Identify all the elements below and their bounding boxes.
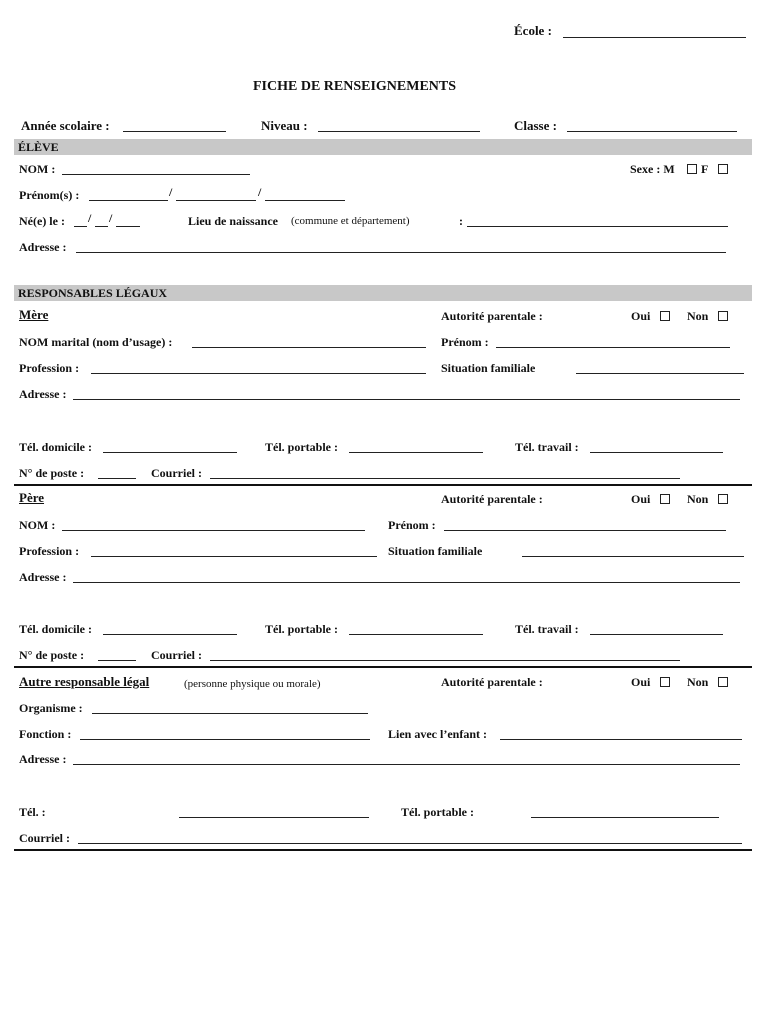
- pere-nom-label: NOM :: [19, 518, 56, 532]
- section-divider: [14, 666, 752, 668]
- autre-oui-checkbox[interactable]: [660, 677, 670, 687]
- mere-adresse-field[interactable]: [73, 399, 740, 400]
- lieu-colon: :: [459, 214, 463, 228]
- eleve-band-label: ÉLÈVE: [18, 140, 59, 154]
- mere-tel-dom-field[interactable]: [103, 452, 237, 453]
- pere-courriel-label: Courriel :: [151, 648, 202, 662]
- sexe-m-checkbox[interactable]: [687, 164, 697, 174]
- prenom-separator: /: [258, 185, 262, 199]
- mere-nom-label: NOM marital (nom d’usage) :: [19, 335, 173, 349]
- autre-fonction-field[interactable]: [80, 739, 370, 740]
- eleve-prenoms-label: Prénom(s) :: [19, 188, 80, 202]
- pere-courriel-field[interactable]: [210, 660, 680, 661]
- pere-oui-checkbox[interactable]: [660, 494, 670, 504]
- pere-tel-port-field[interactable]: [349, 634, 483, 635]
- date-separator: /: [109, 211, 113, 225]
- pere-autorite-label: Autorité parentale :: [441, 492, 543, 506]
- lieu-label: Lieu de naissance: [188, 214, 279, 228]
- pere-adresse-label: Adresse :: [19, 570, 67, 584]
- autre-fonction-label: Fonction :: [19, 727, 72, 741]
- classe-label: Classe :: [514, 118, 557, 133]
- ecole-label: École :: [514, 23, 552, 38]
- pere-oui-label: Oui: [631, 492, 651, 506]
- mere-autorite-label: Autorité parentale :: [441, 309, 543, 323]
- mere-courriel-field[interactable]: [210, 478, 680, 479]
- sexe-f-label: F: [701, 162, 709, 176]
- birth-year-field[interactable]: [116, 226, 140, 227]
- sexe-label: Sexe : M: [630, 162, 675, 176]
- autre-organisme-label: Organisme :: [19, 701, 83, 715]
- pere-tel-dom-field[interactable]: [103, 634, 237, 635]
- mere-situation-label: Situation familiale: [441, 361, 536, 375]
- pere-profession-label: Profession :: [19, 544, 80, 558]
- sexe-f-checkbox[interactable]: [718, 164, 728, 174]
- responsables-band-label: RESPONSABLES LÉGAUX: [18, 286, 168, 300]
- pere-title: Père: [19, 490, 45, 505]
- autre-adresse-label: Adresse :: [19, 752, 67, 766]
- mere-profession-label: Profession :: [19, 361, 80, 375]
- pere-tel-trav-field[interactable]: [590, 634, 723, 635]
- autre-tel-port-label: Tél. portable :: [401, 805, 474, 819]
- autre-organisme-field[interactable]: [92, 713, 368, 714]
- lieu-field[interactable]: [467, 226, 728, 227]
- mere-tel-trav-label: Tél. travail :: [515, 440, 579, 454]
- mere-adresse-label: Adresse :: [19, 387, 67, 401]
- mere-tel-port-label: Tél. portable :: [265, 440, 338, 454]
- mere-tel-dom-label: Tél. domicile :: [19, 440, 92, 454]
- eleve-nom-label: NOM :: [19, 162, 56, 176]
- annee-field[interactable]: [123, 131, 226, 132]
- pere-non-checkbox[interactable]: [718, 494, 728, 504]
- birth-month-field[interactable]: [95, 226, 108, 227]
- mere-non-checkbox[interactable]: [718, 311, 728, 321]
- pere-prenom-field[interactable]: [444, 530, 726, 531]
- pere-prenom-label: Prénom :: [388, 518, 436, 532]
- mere-oui-checkbox[interactable]: [660, 311, 670, 321]
- autre-tel-label: Tél. :: [19, 805, 46, 819]
- prenom1-field[interactable]: [89, 200, 168, 201]
- pere-non-label: Non: [687, 492, 709, 506]
- section-divider: [14, 484, 752, 486]
- pere-poste-label: N° de poste :: [19, 648, 85, 662]
- prenom-separator: /: [169, 185, 173, 199]
- birth-day-field[interactable]: [74, 226, 87, 227]
- prenom2-field[interactable]: [176, 200, 256, 201]
- mere-situation-field[interactable]: [576, 373, 744, 374]
- autre-courriel-label: Courriel :: [19, 831, 70, 845]
- annee-label: Année scolaire :: [21, 118, 110, 133]
- mere-profession-field[interactable]: [91, 373, 426, 374]
- autre-adresse-field[interactable]: [73, 764, 740, 765]
- mere-oui-label: Oui: [631, 309, 651, 323]
- autre-non-checkbox[interactable]: [718, 677, 728, 687]
- pere-tel-dom-label: Tél. domicile :: [19, 622, 92, 636]
- autre-autorite-label: Autorité parentale :: [441, 675, 543, 689]
- mere-prenom-field[interactable]: [496, 347, 730, 348]
- pere-poste-field[interactable]: [98, 660, 136, 661]
- mere-poste-field[interactable]: [98, 478, 136, 479]
- autre-courriel-field[interactable]: [78, 843, 742, 844]
- pere-situation-label: Situation familiale: [388, 544, 483, 558]
- ne-le-label: Né(e) le :: [19, 214, 65, 228]
- pere-situation-field[interactable]: [522, 556, 744, 557]
- pere-tel-port-label: Tél. portable :: [265, 622, 338, 636]
- autre-lien-label: Lien avec l’enfant :: [388, 727, 487, 741]
- mere-title: Mère: [19, 307, 49, 322]
- mere-nom-field[interactable]: [192, 347, 426, 348]
- niveau-field[interactable]: [318, 131, 480, 132]
- pere-adresse-field[interactable]: [73, 582, 740, 583]
- pere-tel-trav-label: Tél. travail :: [515, 622, 579, 636]
- date-separator: /: [88, 211, 92, 225]
- autre-title-note: (personne physique ou morale): [184, 678, 321, 690]
- mere-tel-port-field[interactable]: [349, 452, 483, 453]
- autre-lien-field[interactable]: [500, 739, 742, 740]
- autre-tel-port-field[interactable]: [531, 817, 719, 818]
- mere-prenom-label: Prénom :: [441, 335, 489, 349]
- prenom3-field[interactable]: [265, 200, 345, 201]
- eleve-adresse-label: Adresse :: [19, 240, 67, 254]
- ecole-field[interactable]: [563, 37, 746, 38]
- lieu-note: (commune et département): [291, 215, 410, 227]
- eleve-band: [14, 139, 752, 155]
- responsables-band: [14, 285, 752, 301]
- mere-courriel-label: Courriel :: [151, 466, 202, 480]
- niveau-label: Niveau :: [261, 118, 308, 133]
- eleve-adresse-field[interactable]: [76, 252, 726, 253]
- mere-poste-label: N° de poste :: [19, 466, 85, 480]
- autre-tel-field[interactable]: [179, 817, 369, 818]
- pere-nom-field[interactable]: [62, 530, 365, 531]
- pere-profession-field[interactable]: [91, 556, 377, 557]
- mere-tel-trav-field[interactable]: [590, 452, 723, 453]
- classe-field[interactable]: [567, 131, 737, 132]
- page-title: FICHE DE RENSEIGNEMENTS: [253, 79, 457, 94]
- autre-oui-label: Oui: [631, 675, 651, 689]
- eleve-nom-field[interactable]: [62, 174, 250, 175]
- autre-non-label: Non: [687, 675, 709, 689]
- autre-title: Autre responsable légal: [19, 674, 150, 689]
- mere-non-label: Non: [687, 309, 709, 323]
- form-bottom-rule: [14, 849, 752, 851]
